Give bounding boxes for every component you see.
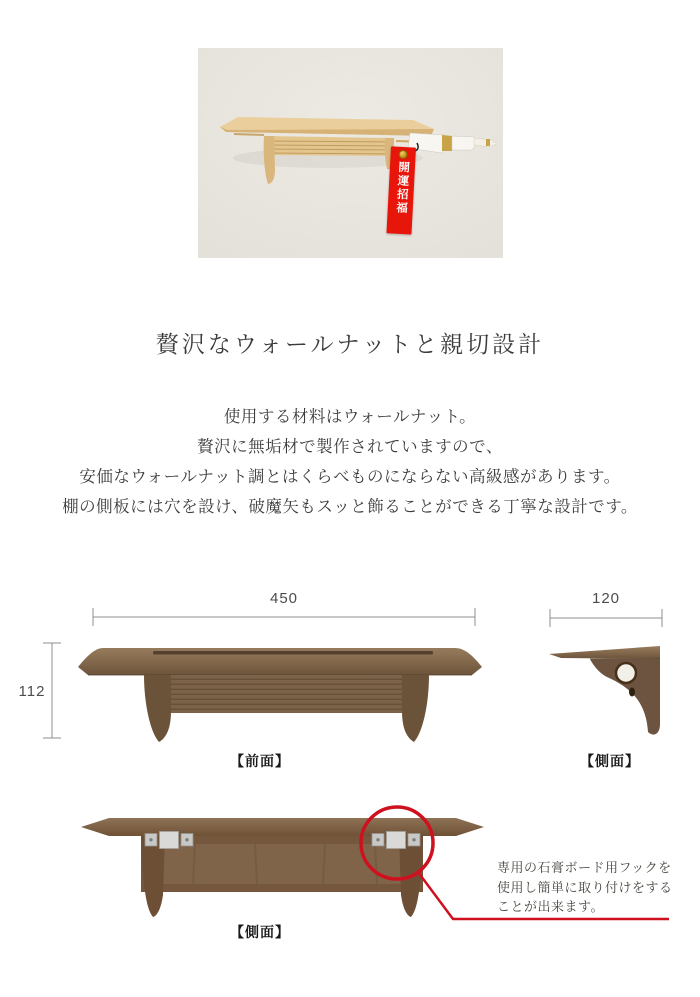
product-description: [0, 402, 700, 522]
hook-screw: [376, 838, 379, 841]
wall-hook-center: [160, 832, 179, 849]
front-slat-panel: [156, 675, 422, 713]
width-dimension-label: 450: [269, 590, 299, 607]
side-view-caption: 【側面】: [580, 753, 640, 769]
side-view-drawing: [530, 585, 690, 775]
hook-screw: [185, 838, 188, 841]
back-panel-inner: [152, 844, 412, 884]
description-line: 安価なウォールナット調とはくらべものにならない高級感があります。: [79, 468, 621, 486]
callout-line: ことが出来ます。: [497, 899, 604, 914]
front-view-caption: 【前面】: [230, 753, 290, 769]
product-photo: [198, 48, 503, 258]
front-board-groove: [153, 651, 433, 655]
height-dimension-label: 112: [18, 683, 46, 700]
depth-dimension-label: 120: [591, 590, 621, 607]
description-line: 使用する材料はウォールナット。: [223, 408, 477, 426]
callout-line: 専用の石膏ボード用フックを: [497, 860, 672, 875]
section-heading: 贅沢なウォールナットと親切設計: [155, 331, 545, 357]
hook-screw: [412, 838, 415, 841]
description-line: 棚の側板には穴を設け、破魔矢もスッと飾ることができる丁寧な設計です。: [62, 498, 638, 516]
arrow-gold-band: [442, 135, 452, 151]
arrow-hole: [616, 663, 636, 683]
front-view-drawing: [25, 585, 495, 775]
bracket-notch: [629, 688, 635, 697]
hanger-rod: [234, 134, 264, 135]
arrow-fletching: [452, 136, 476, 150]
front-bracket-right: [402, 675, 429, 742]
fortune-tag: [386, 146, 416, 234]
side-top-board: [549, 646, 660, 659]
callout-line: 使用し簡単に取り付けをする: [497, 879, 673, 895]
wall-hook-center: [387, 832, 406, 849]
description-line: 贅沢に無垢材で製作されていますので、: [197, 438, 503, 456]
back-view-caption: 【側面】: [230, 924, 290, 940]
hook-callout: [497, 858, 682, 917]
front-bracket-left: [144, 675, 171, 742]
arrow-gold-band: [486, 139, 490, 146]
fortune-tag-text: 開運招福: [394, 160, 410, 216]
bell-icon: [398, 150, 407, 159]
hook-screw: [149, 838, 152, 841]
product-photo-image: [198, 48, 503, 258]
